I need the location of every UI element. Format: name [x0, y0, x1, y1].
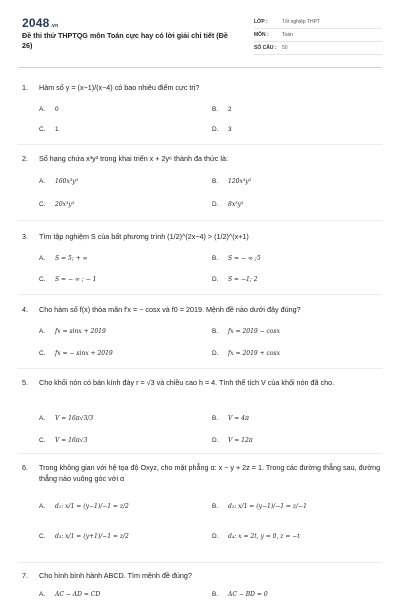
option-label: B.: [212, 178, 219, 185]
option-label: B.: [212, 255, 219, 262]
question-text: Trong không gian với hệ tọa độ Oxyz, cho mặt phẳng α: x − y + 2z = 1. Trong các đường thẳng sau, đường thẳng nào vuông góc với α: [39, 463, 381, 483]
option-d[interactable]: [212, 276, 258, 283]
option-c[interactable]: [39, 350, 113, 357]
option-text: fx = 2019 + cosx: [228, 350, 280, 357]
question-number: 4.: [22, 305, 28, 314]
option-d[interactable]: [212, 126, 232, 133]
option-label: C.: [39, 350, 46, 357]
option-d[interactable]: [212, 350, 280, 357]
option-text: 20x³y³: [55, 201, 75, 208]
option-label: B.: [212, 591, 219, 598]
meta-row-subject: [254, 29, 382, 42]
meta-value: Tốt nghiệp THPT: [282, 19, 320, 25]
option-a[interactable]: [39, 178, 78, 185]
question-number: 6.: [22, 463, 28, 472]
option-text: 8x³y³: [228, 201, 244, 208]
logo-suffix: .vn: [50, 23, 59, 29]
option-label: B.: [212, 106, 219, 113]
option-d[interactable]: [212, 201, 243, 208]
question-2: [22, 153, 382, 164]
option-c[interactable]: [39, 276, 96, 283]
meta-row-count: [254, 42, 382, 55]
question-3: [22, 231, 382, 242]
option-label: A.: [39, 415, 46, 422]
question-text: Cho hàm số f(x) thỏa mãn f′x = − cosx và f0 = 2019. Mệnh đề nào dưới đây đúng?: [39, 305, 301, 314]
option-label: A.: [39, 328, 46, 335]
option-label: B.: [212, 415, 219, 422]
exam-title: Đề thi thử THPTQG môn Toán cực hay có lời giải chi tiết (Đề 26): [22, 31, 228, 50]
option-text: d₃: x/1 = (y+1)/−1 = z/2: [55, 533, 129, 540]
question-number: 2.: [22, 154, 28, 163]
question-5: [22, 377, 382, 388]
option-d[interactable]: [212, 437, 253, 444]
option-text: AC − BD = 0: [228, 591, 268, 598]
logo-text: 2048: [22, 16, 50, 30]
meta-row-class: [254, 16, 382, 29]
option-label: D.: [212, 437, 219, 444]
option-text: AC − AD = CD: [55, 591, 101, 598]
option-label: D.: [212, 201, 219, 208]
option-text: V = 16π√3: [55, 437, 88, 444]
option-c[interactable]: [39, 437, 87, 444]
option-text: V = 16π√3/3: [55, 415, 94, 422]
option-c[interactable]: [39, 533, 129, 540]
option-text: 120x³y³: [228, 178, 252, 185]
question-number: 7.: [22, 571, 28, 580]
meta-key: LỚP :: [254, 19, 268, 25]
option-label: C.: [39, 126, 46, 133]
option-b[interactable]: [212, 255, 261, 262]
option-b[interactable]: [212, 591, 268, 598]
option-b[interactable]: [212, 178, 251, 185]
option-b[interactable]: [212, 106, 232, 113]
exam-meta-table: [254, 16, 382, 55]
question-divider: [18, 294, 382, 295]
question-number: 5.: [22, 378, 28, 387]
option-label: B.: [212, 328, 219, 335]
option-label: D.: [212, 350, 219, 357]
option-text: d₁: x/1 = (y−1)/−1 = z/2: [55, 503, 129, 510]
option-text: V = 4π: [228, 415, 249, 422]
option-text: V = 12π: [228, 437, 253, 444]
option-label: B.: [212, 503, 219, 510]
option-label: A.: [39, 178, 46, 185]
option-text: S = −1; 2: [228, 276, 258, 283]
question-text: Tìm tập nghiệm S của bất phương trình (1/2)^(2x−4) > (1/2)^(x+1): [39, 232, 249, 241]
option-a[interactable]: [39, 328, 106, 335]
option-a[interactable]: [39, 106, 59, 113]
question-text: Cho hình bình hành ABCD. Tìm mệnh đề đúng?: [39, 571, 192, 580]
option-text: fx = sinx + 2019: [55, 328, 106, 335]
option-label: A.: [39, 503, 46, 510]
question-divider: [18, 453, 382, 454]
question-text: Cho khối nón có bán kính đáy r = √3 và chiều cao h = 4. Tính thể tích V của khối nón đã cho.: [39, 378, 335, 387]
option-label: A.: [39, 106, 46, 113]
question-number: 1.: [22, 83, 28, 92]
option-text: d₄: x = 2t, y = 0, z = −t: [228, 533, 300, 540]
option-b[interactable]: [212, 415, 249, 422]
option-text: fx = 2019 − cosx: [228, 328, 280, 335]
option-a[interactable]: [39, 591, 100, 598]
option-text: d₂: x/1 = (y−1)/−1 = z/−1: [228, 503, 307, 510]
option-text: 160x³y³: [55, 178, 79, 185]
option-text: 2: [228, 106, 232, 113]
option-label: C.: [39, 201, 46, 208]
meta-value: 50: [282, 45, 288, 51]
option-label: A.: [39, 255, 46, 262]
question-number: 3.: [22, 232, 28, 241]
option-c[interactable]: [39, 201, 74, 208]
header-divider: [18, 67, 382, 68]
option-label: D.: [212, 126, 219, 133]
meta-value: Toán: [282, 32, 293, 38]
question-divider: [18, 144, 382, 145]
option-label: C.: [39, 533, 46, 540]
question-1: [22, 82, 382, 93]
question-text: Số hạng chứa x³y³ trong khai triển x + 2y⁶ thành đa thức là:: [39, 154, 228, 163]
option-a[interactable]: [39, 503, 129, 510]
option-text: 0: [55, 106, 59, 113]
option-text: S = 5; + ∞: [55, 255, 88, 262]
question-divider: [18, 220, 382, 221]
option-label: D.: [212, 533, 219, 540]
option-text: S = − ∞ ; − 1: [55, 276, 97, 283]
option-b[interactable]: [212, 503, 307, 510]
question-6: [22, 462, 382, 484]
meta-key: MÔN :: [254, 32, 269, 38]
meta-key: SỐ CÂU :: [254, 45, 277, 51]
option-text: 1: [55, 126, 59, 133]
option-a[interactable]: [39, 415, 93, 422]
option-label: C.: [39, 276, 46, 283]
option-text: 3: [228, 126, 232, 133]
option-text: fx = − sinx + 2019: [55, 350, 113, 357]
option-d[interactable]: [212, 533, 300, 540]
option-a[interactable]: [39, 255, 88, 262]
option-label: A.: [39, 591, 46, 598]
site-logo[interactable]: [22, 16, 58, 30]
question-divider: [18, 368, 382, 369]
question-divider: [18, 562, 382, 563]
question-text: Hàm số y = (x−1)/(x−4) có bao nhiêu điểm cực trị?: [39, 83, 200, 92]
option-text: S = − ∞ ;5: [228, 255, 261, 262]
question-4: [22, 304, 382, 315]
option-label: D.: [212, 276, 219, 283]
option-label: C.: [39, 437, 46, 444]
option-c[interactable]: [39, 126, 59, 133]
option-b[interactable]: [212, 328, 280, 335]
question-7: [22, 570, 382, 581]
